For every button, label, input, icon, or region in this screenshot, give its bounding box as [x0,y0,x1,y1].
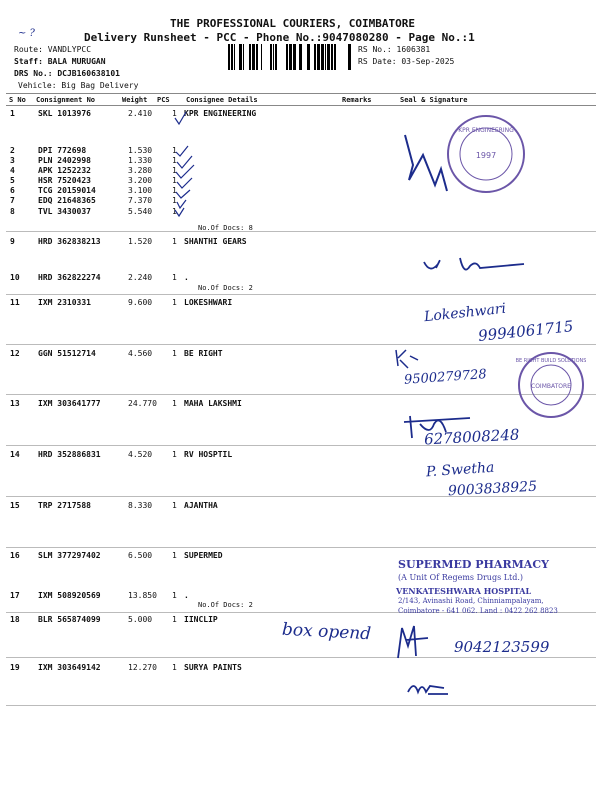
signature-row-19 [404,676,454,698]
svg-text:1997: 1997 [475,151,497,160]
row-consignment-no: TRP 2717588 [38,501,91,510]
row-weight: 9.600 [128,298,153,307]
barcode-bar [314,44,316,70]
barcode-bar [325,44,326,70]
row-consignment-no: HSR 7520423 [38,176,91,185]
row-consignee: RV HOSPTIL [184,450,233,459]
svg-text:COIMBATORE: COIMBATORE [531,383,571,390]
barcode-bar [331,44,333,70]
row-consignee: . [184,591,189,600]
row-sno: 16 [10,551,20,560]
row-consignment-no: TCG 20159014 [38,186,96,195]
row-consignment-no: SLM 377297402 [38,551,101,560]
barcode-bar [293,44,296,70]
barcode-bar [286,44,288,70]
row-pcs: 1 [172,273,177,282]
row-weight: 4.520 [128,450,153,459]
row-pcs: 1 [172,186,177,195]
row-consignment-no: APK 1252232 [38,166,91,175]
barcode-bar [239,44,242,70]
row-weight: 3.280 [128,166,153,175]
row-sno: 12 [10,349,20,358]
row-weight: 1.520 [128,237,153,246]
row-weight: 2.240 [128,273,153,282]
row-sno: 19 [10,663,20,672]
barcode-bar [270,44,272,70]
company-title: THE PROFESSIONAL COURIERS, COIMBATORE [170,17,416,30]
header-scribble: ~ ? [18,28,35,39]
row-pcs: 1 [172,399,177,408]
row-consignment-no: GGN 51512714 [38,349,96,358]
handwritten-name-11: Lokeshwari [423,300,507,326]
row-consignment-no: HRD 362838213 [38,237,101,246]
signature-row-18 [392,622,432,660]
row-consignment-no: IXM 2310331 [38,298,91,307]
row-sno: 10 [10,273,20,282]
row-consignee: SURYA PAINTS [184,663,242,672]
barcode-bar [307,44,310,70]
barcode-bar [321,44,324,70]
row-consignee: BE RIGHT [184,349,223,358]
row-sno: 11 [10,298,20,307]
row-weight: 3.100 [128,186,153,195]
row-pcs: 1 [172,663,177,672]
row-pcs: 1 [172,166,177,175]
row-pcs: 1 [172,176,177,185]
barcode-bar [348,44,351,70]
stamp-supermed-address: 2/143, Avinashi Road, Chinniampalayam, [398,597,544,605]
row-sno: 17 [10,591,20,600]
row-consignment-no: BLR 565874099 [38,615,101,624]
row-weight: 1.530 [128,146,153,155]
row-sno: 7 [10,196,15,205]
row-pcs: 1 [172,109,177,118]
row-consignee: AJANTHA [184,501,218,510]
col-consignment: Consignment No [36,96,96,104]
row-pcs: 1 [172,146,177,155]
row-pcs: 1 [172,591,177,600]
row-weight: 12.270 [128,663,157,672]
barcode-bar [289,44,292,70]
row-consignment-no: SKL 1013976 [38,109,91,118]
row-weight: 2.410 [128,109,153,118]
barcode-bar [334,44,336,70]
row-pcs: 1 [172,237,177,246]
docs-note-group-3: No.Of Docs: 2 [198,601,253,609]
row-sno: 9 [10,237,15,246]
row-pcs: 1 [172,615,177,624]
seal-be-right [516,350,586,420]
row-sno: 14 [10,450,20,459]
row-consignee: SHANTHI GEARS [184,237,247,246]
row-weight: 6.500 [128,551,153,560]
row-weight: 5.540 [128,207,153,216]
handwritten-box-opened: box opend [281,619,372,645]
row-consignee: SUPERMED [184,551,223,560]
barcode-bar [243,44,244,70]
row-sno: 8 [10,207,15,216]
col-remarks: Remarks [342,96,372,104]
row-sno: 1 [10,109,15,118]
handwritten-phone-11: 9994061715 [477,317,575,345]
barcode-bar [256,44,258,70]
signature-row-10 [420,252,530,282]
barcode-bar [228,44,230,70]
col-consignee-details: Consignee Details [186,96,258,104]
row-consignee: KPR ENGINEERING [184,109,257,118]
handwritten-phone-18: 9042123599 [454,638,550,656]
col-sno: S No [9,96,26,104]
barcode-bar [249,44,251,70]
barcode-bar [327,44,330,70]
rs-date: RS Date: 03-Sep-2025 [358,57,455,66]
barcode-bar [231,44,233,70]
barcode-bar [317,44,320,70]
row-consignee: MAHA LAKSHMI [184,399,242,408]
row-sno: 2 [10,146,15,155]
svg-text:KPR ENGINEERING: KPR ENGINEERING [458,127,514,134]
row-sno: 4 [10,166,15,175]
row-consignment-no: IXM 303641777 [38,399,101,408]
row-consignment-no: DPI 772698 [38,146,87,155]
stamp-supermed-hospital: VENKATESHWARA HOSPITAL [396,586,532,596]
row-consignment-no: HRD 352886831 [38,450,101,459]
barcode-bar [261,44,262,70]
row-pcs: 1 [172,196,177,205]
row-sno: 18 [10,615,20,624]
svg-text:BE RIGHT BUILD SOLUTIONS: BE RIGHT BUILD SOLUTIONS [516,358,586,364]
row-consignment-no: HRD 362822274 [38,273,101,282]
stamp-supermed-name: SUPERMED PHARMACY [398,558,549,571]
row-consignee: IINCLIP [184,615,218,624]
row-weight: 3.200 [128,176,153,185]
row-consignment-no: TVL 3430037 [38,207,91,216]
row-sno: 6 [10,186,15,195]
row-weight: 8.330 [128,501,153,510]
handwritten-phone-14: 9003838925 [447,478,538,500]
seal-kpr [444,112,528,196]
row-weight: 4.560 [128,349,153,358]
staff-label: Staff: BALA MURUGAN [14,57,106,66]
drs-number: DRS No.: DCJB160638101 [14,69,120,78]
row-consignment-no: EDQ 21648365 [38,196,96,205]
row-consignment-no: IXM 303649142 [38,663,101,672]
row-weight: 1.330 [128,156,153,165]
stamp-supermed-unit: (A Unit Of Regems Drugs Ltd.) [398,573,524,582]
row-sno: 5 [10,176,15,185]
route-label: Route: VANDLYPCC [14,45,92,54]
row-pcs: 1 [172,156,177,165]
handwritten-name-14: P. Swetha [425,459,495,481]
col-weight: Weight [122,96,148,104]
row-pcs: 1 [172,501,177,510]
row-pcs: 1 [172,207,177,216]
row-sno: 13 [10,399,20,408]
row-weight: 24.770 [128,399,157,408]
barcode-bar [299,44,302,70]
barcode [228,44,352,70]
row-sno: 15 [10,501,20,510]
row-pcs: 1 [172,450,177,459]
col-seal-signature: Seal & Signature [400,96,468,104]
row-weight: 5.000 [128,615,153,624]
row-consignee: LOKESHWARI [184,298,233,307]
barcode-bar [252,44,255,70]
docs-note-group-1: No.Of Docs: 8 [198,224,253,232]
tick-marks [170,110,210,225]
row-pcs: 1 [172,349,177,358]
signature-row-12 [392,346,422,370]
stamp-supermed-city: Coimbatore - 641 062. Land : 0422 262 8823 [398,607,558,615]
row-weight: 7.370 [128,196,153,205]
row-weight: 13.850 [128,591,157,600]
vehicle-label: Vehicle: Big Bag Delivery [18,81,139,90]
barcode-bar [275,44,277,70]
row-consignment-no: IXM 508920569 [38,591,101,600]
rs-number: RS No.: 1606381 [358,45,431,54]
row-pcs: 1 [172,298,177,307]
row-consignment-no: PLN 2402998 [38,156,91,165]
signature-row-1 [395,125,455,195]
row-sno: 3 [10,156,15,165]
handwritten-phone-13: 6278008248 [423,425,520,449]
row-consignee: . [184,273,189,282]
barcode-bar [273,44,274,70]
row-pcs: 1 [172,551,177,560]
runsheet-subtitle: Delivery Runsheet - PCC - Phone No.:9047080280 - Page No.:1 [84,31,475,44]
barcode-bar [234,44,235,70]
handwritten-phone-12: 9500279728 [403,367,488,388]
docs-note-group-2: No.Of Docs: 2 [198,284,253,292]
col-pcs: PCS [157,96,170,104]
